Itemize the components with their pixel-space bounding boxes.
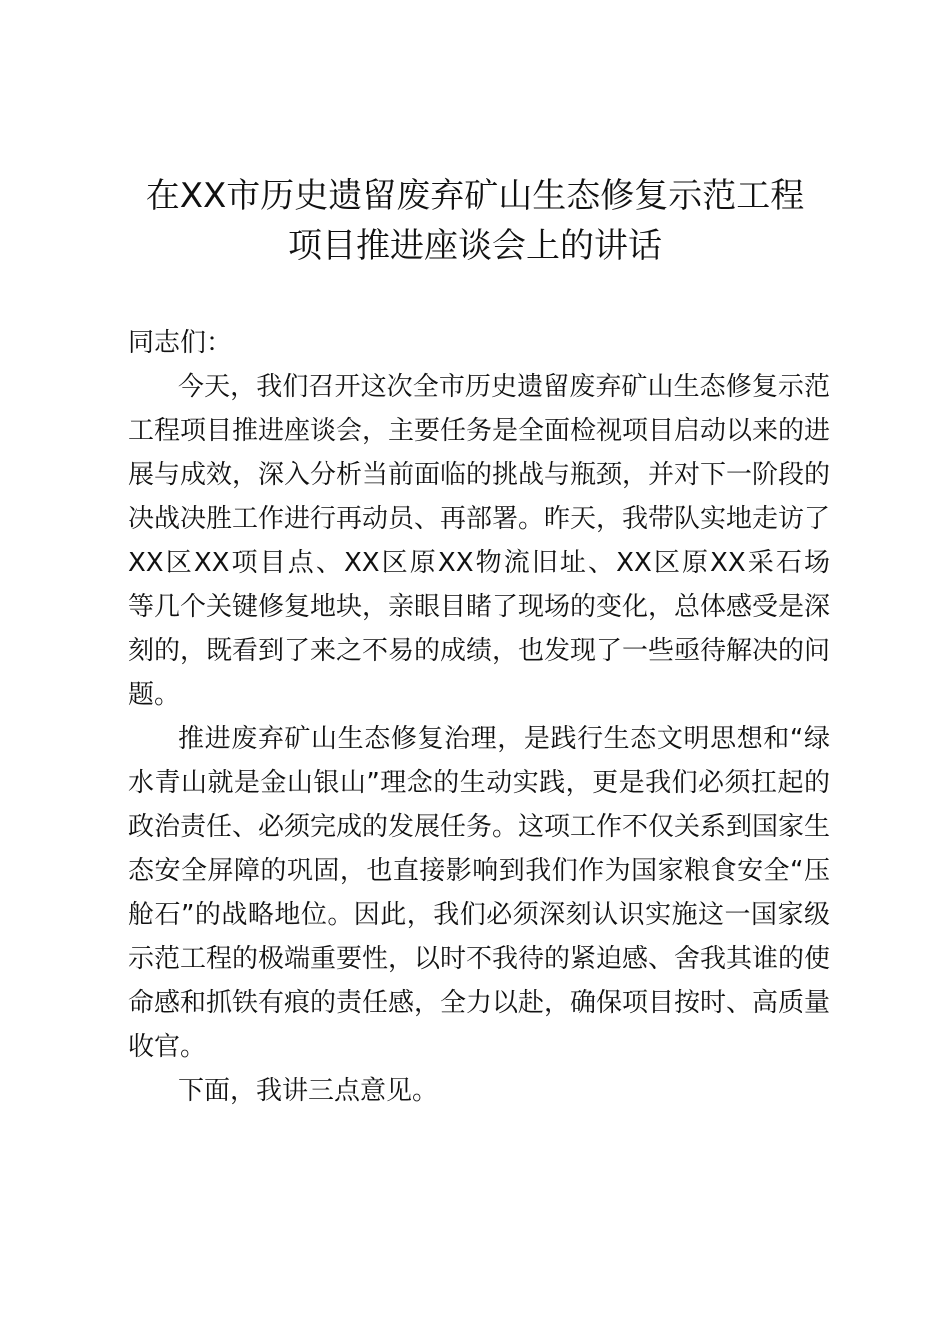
paragraph-line: 等几个关键修复地块，亲眼目睹了现场的变化，总体感受是深 — [128, 592, 831, 622]
paragraph-line: 下面，我讲三点意见。 — [178, 1076, 439, 1106]
paragraph-line: 展与成效，深入分析当前面临的挑战与瓶颈，并对下一阶段的 — [128, 460, 831, 490]
paragraph — [128, 717, 830, 1069]
paragraph — [128, 365, 830, 717]
paragraph-line: 政治责任、必须完成的发展任务。这项工作不仅关系到国家生 — [128, 812, 831, 842]
salutation: 同志们： — [128, 328, 233, 358]
paragraph-line: 题。 — [128, 680, 181, 710]
paragraph-line: 水青山就是金山银山”理念的生动实践，更是我们必须扛起的 — [128, 768, 830, 798]
paragraph-line: 刻的，既看到了来之不易的成绩，也发现了一些亟待解决的问 — [128, 636, 831, 666]
paragraph-line: XX区XX项目点、XX区原XX物流旧址、XX区原XX采石场 — [128, 548, 830, 578]
paragraph-line: 推进废弃矿山生态修复治理，是践行生态文明思想和“绿 — [178, 724, 830, 754]
document-body — [128, 321, 830, 1113]
paragraph — [128, 1069, 830, 1113]
document-title-line-2: 项目推进座谈会上的讲话 — [288, 226, 662, 266]
paragraph-line: 态安全屏障的巩固，也直接影响到我们作为国家粮食安全“压 — [128, 856, 830, 886]
paragraph-line: 收官。 — [128, 1032, 207, 1062]
paragraph-line: 工程项目推进座谈会，主要任务是全面检视项目启动以来的进 — [128, 416, 831, 446]
paragraph-line: 决战决胜工作进行再动员、再部署。昨天，我带队实地走访了 — [128, 504, 831, 534]
paragraph-line: 命感和抓铁有痕的责任感，全力以赴，确保项目按时、高质量 — [128, 988, 831, 1018]
paragraph-line: 舱石”的战略地位。因此，我们必须深刻认识实施这一国家级 — [128, 900, 830, 930]
document-title-line-1: 在XX市历史遗留废弃矿山生态修复示范工程 — [145, 176, 805, 216]
paragraph-line: 示范工程的极端重要性，以时不我待的紧迫感、舍我其谁的使 — [128, 944, 831, 974]
paragraph-line: 今天，我们召开这次全市历史遗留废弃矿山生态修复示范 — [178, 372, 830, 402]
